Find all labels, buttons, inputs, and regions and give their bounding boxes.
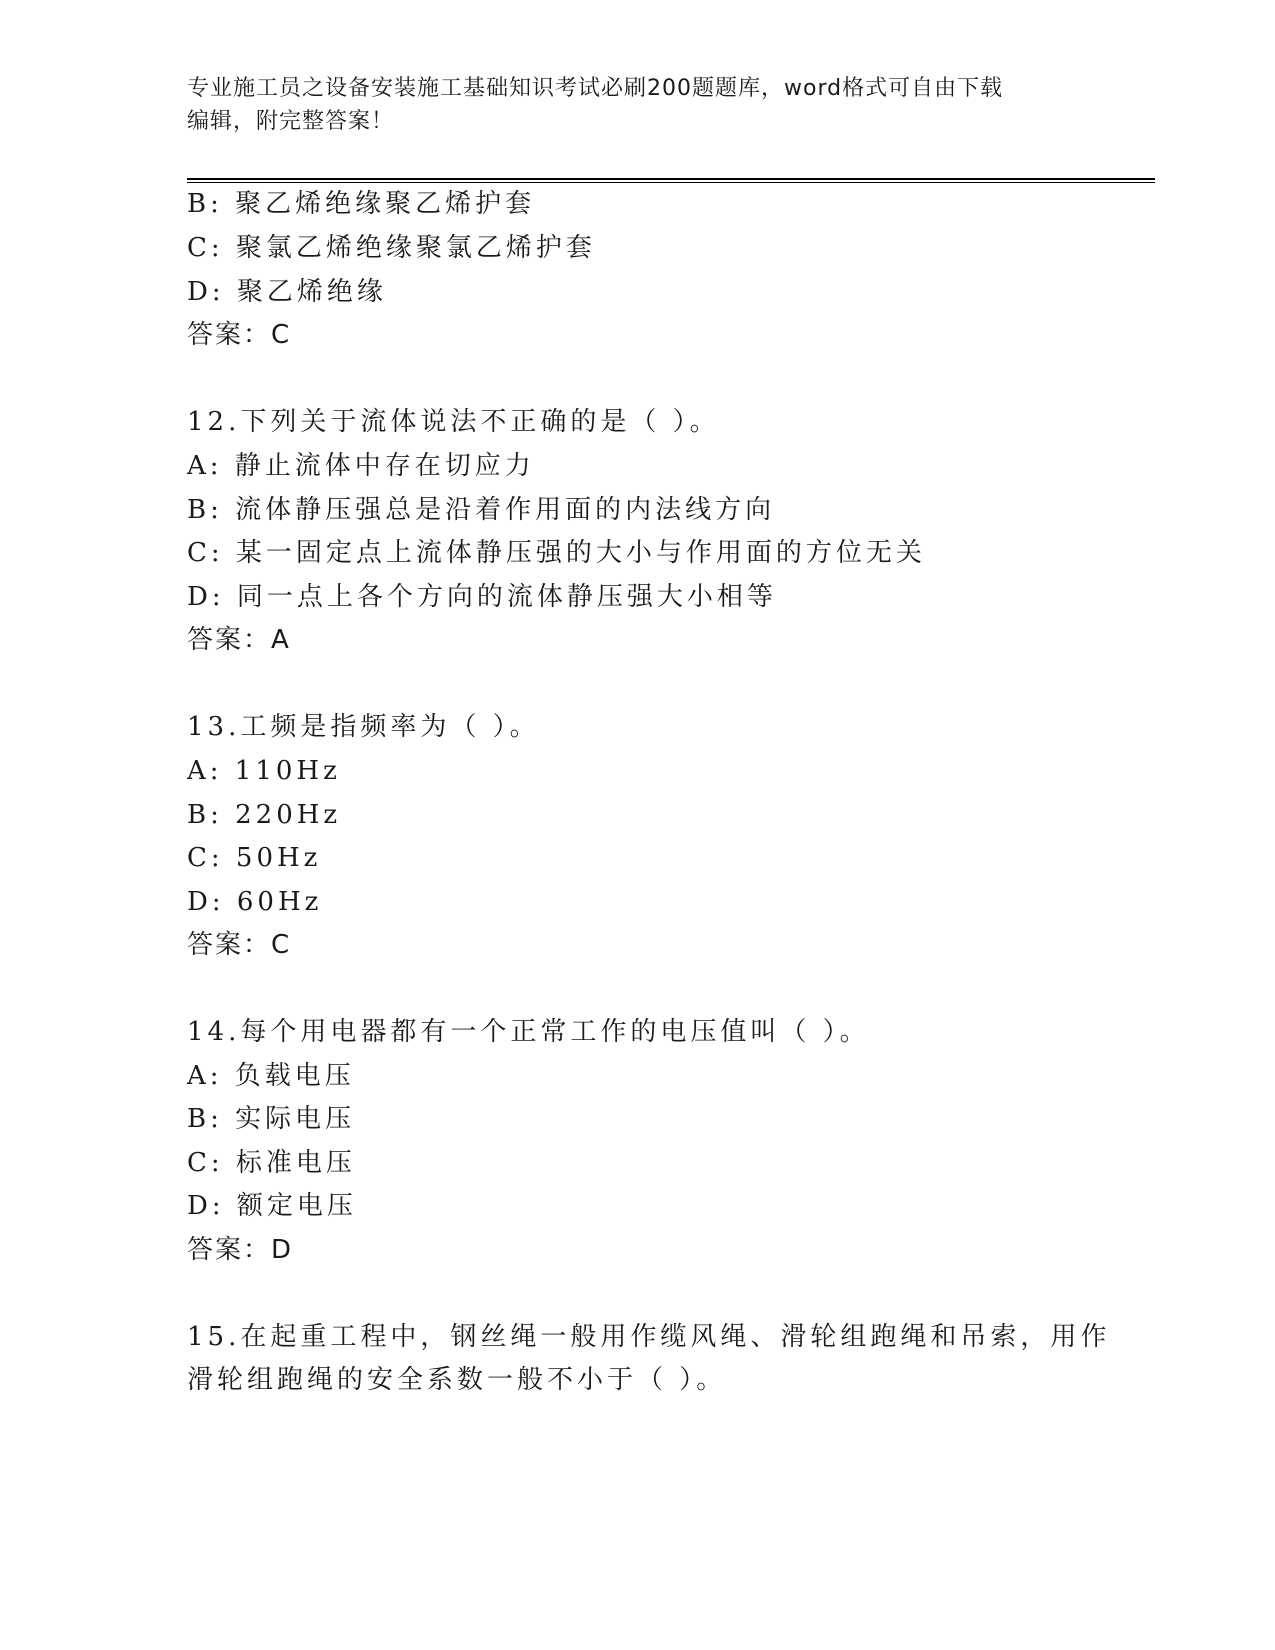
q13-option-c: C: 50Hz: [187, 843, 322, 873]
answer-label: 答案：: [187, 1235, 272, 1265]
header-title-line-1: 专业施工员之设备安装施工基础知识考试必刷200题题库，word格式可自由下载: [187, 76, 1004, 101]
q14-option-d: D: 额定电压: [187, 1191, 357, 1221]
q11-answer: [187, 319, 289, 351]
q12-answer: [187, 624, 289, 656]
q12-option-c: C: 某一固定点上流体静压强的大小与作用面的方位无关: [187, 538, 926, 568]
answer-label: 答案：: [187, 320, 272, 350]
q14-stem: 14.每个用电器都有一个正常工作的电压值叫（ ）。: [187, 1017, 870, 1047]
q12-option-b: B: 流体静压强总是沿着作用面的内法线方向: [187, 495, 776, 525]
header-divider-thin: [187, 182, 1155, 183]
answer-value: A: [271, 625, 289, 655]
q12-option-d: D: 同一点上各个方向的流体静压强大小相等: [187, 582, 777, 612]
q13-answer: [187, 929, 289, 961]
q11-option-b: B: 聚乙烯绝缘聚乙烯护套: [187, 189, 536, 219]
answer-value: C: [271, 320, 290, 350]
answer-label: 答案：: [187, 625, 272, 655]
q12-stem: 12.下列关于流体说法不正确的是（ ）。: [187, 407, 720, 437]
q13-stem: 13.工频是指频率为（ ）。: [187, 712, 540, 742]
header-title-line-2: 编辑，附完整答案！: [187, 109, 395, 134]
q15-stem-line-1: 15.在起重工程中，钢丝绳一般用作缆风绳、滑轮组跑绳和吊索，用作: [187, 1322, 1111, 1352]
answer-label: 答案：: [187, 930, 272, 960]
q11-option-d: D: 聚乙烯绝缘: [187, 277, 387, 307]
q13-option-a: A: 110Hz: [187, 756, 341, 786]
q14-option-c: C: 标准电压: [187, 1148, 356, 1178]
q14-option-b: B: 实际电压: [187, 1104, 356, 1134]
q14-option-a: A: 负载电压: [187, 1061, 355, 1091]
q14-answer: [187, 1234, 291, 1266]
answer-value: D: [271, 1235, 292, 1265]
document-header: [187, 72, 1087, 138]
q11-option-c: C: 聚氯乙烯绝缘聚氯乙烯护套: [187, 233, 596, 263]
q15-stem-line-2: 滑轮组跑绳的安全系数一般不小于（ ）。: [187, 1365, 727, 1395]
q13-option-b: B: 220Hz: [187, 800, 342, 830]
q12-option-a: A: 静止流体中存在切应力: [187, 451, 535, 481]
header-divider-thick: [187, 178, 1155, 180]
answer-value: C: [271, 930, 290, 960]
q13-option-d: D: 60Hz: [187, 887, 323, 917]
